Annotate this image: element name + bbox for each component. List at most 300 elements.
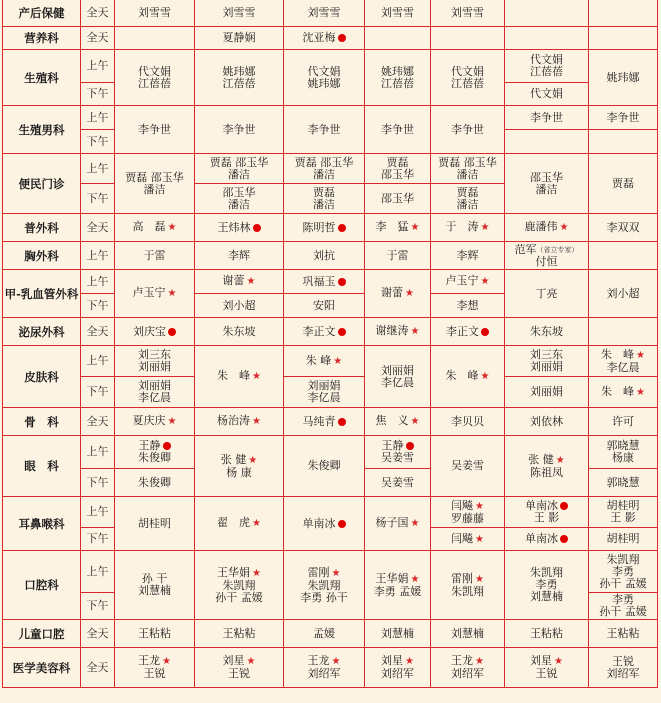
doctor-name: 李辉 xyxy=(228,248,250,262)
doctor-name: 王锐 xyxy=(612,654,634,668)
doctor-name: 潘洁 xyxy=(143,182,166,196)
doctor-cell xyxy=(284,497,365,551)
doctor-cell xyxy=(365,346,431,408)
schedule-row xyxy=(3,497,658,528)
doctor-cell xyxy=(589,214,658,242)
doctor-cell xyxy=(365,408,431,436)
doctor-cell xyxy=(115,648,195,688)
doctor-line xyxy=(116,518,193,530)
star-icon: ★ xyxy=(559,222,569,233)
doctor-cell xyxy=(589,377,658,408)
doctor-name: 李争世 xyxy=(138,122,171,136)
doctor-line xyxy=(590,362,656,374)
doctor-line xyxy=(116,184,193,196)
doctor-cell xyxy=(505,528,589,551)
doctor-name: 胡桂明 xyxy=(606,532,640,545)
doctor-cell xyxy=(505,242,589,270)
doctor-line xyxy=(506,467,587,479)
doctor-name: 付恒 xyxy=(535,254,558,268)
doctor-line xyxy=(196,199,282,211)
doctor-name: 张 健 xyxy=(220,452,247,466)
doctor-line xyxy=(432,124,503,136)
department-name: 产后保健 xyxy=(3,0,81,27)
doctor-name: 李亿晨 xyxy=(606,360,640,374)
schedule-row xyxy=(3,106,658,130)
doctor-cell xyxy=(505,214,589,242)
doctor-line xyxy=(196,592,282,604)
doctor-name: 朱俊卿 xyxy=(138,451,171,464)
doctor-line xyxy=(590,452,656,464)
doctor-cell xyxy=(195,648,284,688)
doctor-cell xyxy=(365,551,431,620)
doctor-name: 王华娟 xyxy=(217,565,251,579)
department-name: 眼 科 xyxy=(3,436,81,497)
doctor-name: 范军 xyxy=(514,242,537,256)
doctor-cell xyxy=(505,270,589,318)
doctor-name: 邵玉华 xyxy=(381,167,414,181)
doctor-cell xyxy=(431,497,505,528)
doctor-cell xyxy=(505,408,589,436)
doctor-cell xyxy=(284,154,365,184)
doctor-line xyxy=(116,124,193,136)
doctor-line xyxy=(432,628,503,640)
doctor-name: 朱 峰 xyxy=(305,353,332,367)
doctor-name: 杨子国 xyxy=(375,516,409,529)
doctor-name: 邵玉华 xyxy=(222,185,256,199)
doctor-line xyxy=(196,275,282,288)
doctor-cell xyxy=(195,270,284,294)
red-dot-icon xyxy=(338,328,346,336)
doctor-name: 翟 虎 xyxy=(217,516,251,529)
doctor-name: 孙 干 xyxy=(141,572,168,585)
star-icon: ★ xyxy=(252,371,261,382)
doctor-cell xyxy=(431,184,505,214)
doctor-line xyxy=(432,221,503,234)
doctor-cell xyxy=(195,214,284,242)
doctor-cell xyxy=(284,214,365,242)
doctor-cell xyxy=(505,377,589,408)
doctor-name: 刘雪雪 xyxy=(307,5,341,19)
doctor-line xyxy=(366,477,429,489)
doctor-name: 刘慧楠 xyxy=(451,626,484,640)
doctor-line xyxy=(506,628,587,640)
period-label: 下午 xyxy=(81,294,115,318)
doctor-line xyxy=(366,7,429,19)
doctor-line xyxy=(116,7,193,19)
doctor-name: 王粘粘 xyxy=(606,626,640,640)
red-dot-icon xyxy=(338,278,346,286)
doctor-cell xyxy=(365,318,431,346)
doctor-cell xyxy=(431,27,505,50)
doctor-cell xyxy=(431,270,505,294)
doctor-line xyxy=(285,32,363,44)
doctor-line xyxy=(116,221,193,234)
doctor-cell xyxy=(589,620,658,648)
doctor-name: 江蓓蓓 xyxy=(138,76,171,90)
doctor-name: 贾磊 邵玉华 xyxy=(125,170,184,184)
schedule-row xyxy=(3,27,658,50)
doctor-line xyxy=(285,169,363,181)
doctor-cell xyxy=(284,648,365,688)
doctor-cell xyxy=(589,528,658,551)
doctor-name: 于雷 xyxy=(386,248,409,262)
doctor-name: 刘丽娟 xyxy=(530,385,563,398)
doctor-line xyxy=(432,668,503,680)
doctor-name: 李争世 xyxy=(606,110,640,124)
doctor-cell xyxy=(195,50,284,106)
period-label: 上午 xyxy=(81,154,115,184)
doctor-name: 代文娟 xyxy=(451,64,484,78)
doctor-name: 李勇 xyxy=(535,578,558,591)
doctor-line xyxy=(366,586,429,598)
red-dot-icon xyxy=(253,224,261,232)
doctor-line xyxy=(366,628,429,640)
doctor-name: 谢蕾 xyxy=(381,286,404,299)
doctor-line xyxy=(116,477,193,489)
doctor-cell xyxy=(195,497,284,551)
doctor-name: 李勇 孙干 xyxy=(300,590,348,604)
doctor-cell xyxy=(589,106,658,130)
doctor-line xyxy=(116,326,193,338)
period-label: 上午 xyxy=(81,270,115,294)
doctor-line xyxy=(285,276,363,288)
doctor-cell xyxy=(589,551,658,593)
doctor-name: 郭晓慧 xyxy=(606,475,640,489)
doctor-line xyxy=(116,668,193,680)
doctor-line xyxy=(285,518,363,530)
doctor-cell xyxy=(284,377,365,408)
doctor-cell xyxy=(284,436,365,497)
doctor-name: 刘慧楠 xyxy=(138,584,171,597)
doctor-name: 孙干 孟媛 xyxy=(215,590,263,604)
schedule-row xyxy=(3,648,658,688)
period-label: 下午 xyxy=(81,130,115,154)
doctor-line xyxy=(590,578,656,590)
schedule-row xyxy=(3,318,658,346)
doctor-name: 王静 xyxy=(138,439,161,452)
doctor-cell xyxy=(431,294,505,318)
star-icon: ★ xyxy=(248,454,258,466)
doctor-line xyxy=(590,222,656,234)
doctor-cell xyxy=(589,436,658,469)
doctor-line xyxy=(196,326,282,338)
doctor-line xyxy=(506,591,587,603)
doctor-name: 刘三东 xyxy=(530,348,563,361)
doctor-line xyxy=(285,668,363,680)
doctor-name: 李勇 xyxy=(612,593,634,606)
doctor-line xyxy=(366,287,429,300)
doctor-line xyxy=(590,668,656,680)
doctor-name: 郭晓慧 xyxy=(606,439,640,452)
doctor-line xyxy=(506,256,587,268)
doctor-cell xyxy=(505,106,589,130)
doctor-name: 贾磊 xyxy=(456,185,479,199)
schedule-body xyxy=(3,0,658,688)
doctor-cell xyxy=(365,620,431,648)
period-label: 上午 xyxy=(81,551,115,593)
doctor-name: 姚玮娜 xyxy=(381,64,414,78)
doctor-name: 李勇 孟媛 xyxy=(373,584,422,598)
doctor-cell xyxy=(589,593,658,620)
department-name: 生殖科 xyxy=(3,50,81,106)
doctor-line xyxy=(196,668,282,680)
doctor-cell xyxy=(589,346,658,377)
doctor-name: 李亿晨 xyxy=(138,391,171,404)
period-label: 下午 xyxy=(81,83,115,106)
doctor-cell xyxy=(115,346,195,377)
doctor-name: 刘慧楠 xyxy=(381,626,414,640)
doctor-cell xyxy=(115,377,195,408)
star-icon: ★ xyxy=(480,371,490,382)
doctor-line xyxy=(366,517,429,530)
doctor-line xyxy=(590,606,656,618)
doctor-cell xyxy=(431,0,505,27)
doctor-line xyxy=(432,326,503,338)
doctor-name: 代文娟 xyxy=(530,53,563,66)
doctor-cell xyxy=(195,0,284,27)
doctor-name: 王 影 xyxy=(610,511,636,524)
doctor-cell xyxy=(431,620,505,648)
doctor-name: 姚玮娜 xyxy=(606,70,640,84)
doctor-cell xyxy=(589,648,658,688)
doctor-name: 潘洁 xyxy=(535,182,558,196)
doctor-name: 李争世 xyxy=(307,122,341,136)
schedule-row xyxy=(3,436,658,469)
doctor-name: 江蓓蓓 xyxy=(530,65,563,78)
doctor-line xyxy=(506,512,587,524)
period-label: 上午 xyxy=(81,436,115,469)
doctor-line xyxy=(432,460,503,472)
doctor-name: 杨康 xyxy=(612,451,634,464)
doctor-cell xyxy=(284,242,365,270)
doctor-line xyxy=(506,288,587,300)
department-name: 甲-乳血管外科 xyxy=(3,270,81,318)
doctor-cell xyxy=(284,346,365,377)
doctor-line xyxy=(590,178,656,190)
star-icon: ★ xyxy=(410,222,420,233)
doctor-cell xyxy=(284,294,365,318)
period-label: 上午 xyxy=(81,50,115,83)
doctor-line xyxy=(432,199,503,211)
doctor-line xyxy=(285,124,363,136)
doctor-cell xyxy=(284,408,365,436)
doctor-line xyxy=(506,386,587,398)
doctor-name: 潘洁 xyxy=(313,197,335,211)
period-label: 上午 xyxy=(81,106,115,130)
outpatient-schedule-table xyxy=(2,0,658,688)
doctor-name: 邵玉华 xyxy=(381,191,414,205)
doctor-line xyxy=(366,668,429,680)
doctor-line xyxy=(432,416,503,428)
doctor-name: 朱东坡 xyxy=(530,324,563,338)
doctor-line xyxy=(590,112,656,124)
doctor-name: 罗藤藤 xyxy=(451,511,484,525)
doctor-line xyxy=(285,326,363,338)
period-label: 全天 xyxy=(81,214,115,242)
doctor-cell xyxy=(115,318,195,346)
doctor-line xyxy=(285,460,363,472)
doctor-name: 孟媛 xyxy=(313,626,335,640)
schedule-row xyxy=(3,214,658,242)
star-icon: ★ xyxy=(410,416,420,427)
doctor-name: 孙干 孟媛 xyxy=(599,605,647,618)
doctor-line xyxy=(590,386,656,399)
period-label: 下午 xyxy=(81,593,115,620)
doctor-line xyxy=(590,477,656,489)
doctor-cell xyxy=(115,436,195,469)
doctor-cell xyxy=(195,346,284,408)
doctor-name: 李正文 xyxy=(302,324,336,338)
doctor-name: 潘洁 xyxy=(313,167,335,181)
doctor-cell xyxy=(284,0,365,27)
doctor-name: 姚玮娜 xyxy=(307,76,341,90)
doctor-name: 朱俊卿 xyxy=(138,475,171,489)
doctor-line xyxy=(196,7,282,19)
doctor-cell xyxy=(284,27,365,50)
doctor-name: 吴姜雪 xyxy=(381,475,414,489)
doctor-cell xyxy=(365,242,431,270)
doctor-name: 刘小超 xyxy=(606,286,640,300)
doctor-name: 王炜林 xyxy=(217,220,251,234)
doctor-name: 闫飚 xyxy=(451,498,474,512)
doctor-line xyxy=(506,66,587,78)
doctor-name: 卢玉宁 xyxy=(132,286,166,299)
doctor-line xyxy=(432,300,503,312)
doctor-cell xyxy=(589,318,658,346)
star-icon: ★ xyxy=(405,656,414,667)
doctor-cell xyxy=(195,408,284,436)
doctor-line xyxy=(285,592,363,604)
doctor-line xyxy=(285,222,363,234)
period-label: 下午 xyxy=(81,528,115,551)
doctor-line xyxy=(285,199,363,211)
doctor-name: 丁亮 xyxy=(535,286,558,300)
doctor-name: 潘洁 xyxy=(456,197,479,211)
doctor-cell xyxy=(505,346,589,377)
doctor-line xyxy=(432,169,503,181)
doctor-cell xyxy=(115,620,195,648)
doctor-name: 卢玉宁 xyxy=(445,274,479,287)
doctor-cell xyxy=(431,551,505,620)
doctor-cell xyxy=(284,318,365,346)
doctor-name: 朱 峰 xyxy=(445,369,479,382)
period-label: 上午 xyxy=(81,346,115,377)
department-name: 胸外科 xyxy=(3,242,81,270)
doctor-name: 朱 峰 xyxy=(601,347,635,361)
doctor-name: 刘丽娟 xyxy=(138,379,171,392)
period-label: 下午 xyxy=(81,469,115,497)
doctor-name: 潘洁 xyxy=(228,197,250,211)
doctor-name: 王锐 xyxy=(228,667,250,680)
doctor-name: 朱凯翔 xyxy=(307,578,341,592)
doctor-name: 刘星 xyxy=(222,654,245,667)
doctor-name: 贾磊 邵玉华 xyxy=(438,155,497,169)
doctor-line xyxy=(196,32,282,44)
doctor-name: 张 健 xyxy=(528,452,554,466)
doctor-line xyxy=(196,300,282,312)
star-icon: ★ xyxy=(252,567,261,579)
doctor-name: 单南冰 xyxy=(302,516,336,530)
doctor-name: 刘庆宝 xyxy=(133,324,166,338)
doctor-line xyxy=(432,250,503,262)
doctor-line xyxy=(366,415,429,428)
doctor-name: 夏庆庆 xyxy=(132,414,166,427)
doctor-cell xyxy=(115,0,195,27)
department-name: 便民门诊 xyxy=(3,154,81,214)
doctor-name: 安阳 xyxy=(313,298,335,312)
doctor-name: 朱 峰 xyxy=(217,369,251,382)
star-icon: ★ xyxy=(480,222,490,233)
doctor-line xyxy=(116,628,193,640)
schedule-row xyxy=(3,346,658,377)
doctor-cell xyxy=(589,242,658,270)
department-name: 营养科 xyxy=(3,27,81,50)
doctor-line xyxy=(116,585,193,597)
period-label: 全天 xyxy=(81,648,115,688)
doctor-line xyxy=(506,184,587,196)
doctor-cell xyxy=(365,0,431,27)
doctor-line xyxy=(506,668,587,680)
doctor-cell xyxy=(365,27,431,50)
star-icon: ★ xyxy=(480,276,490,287)
doctor-cell xyxy=(431,436,505,497)
doctor-cell xyxy=(505,50,589,83)
doctor-name: 夏静娴 xyxy=(222,31,256,44)
doctor-cell xyxy=(431,528,505,551)
doctor-line xyxy=(285,300,363,312)
doctor-line xyxy=(590,72,656,84)
doctor-cell xyxy=(115,408,195,436)
doctor-name: 刘丽娟 xyxy=(138,360,171,373)
doctor-name: 李 猛 xyxy=(375,220,409,233)
doctor-name: 朱俊卿 xyxy=(307,459,341,472)
doctor-name: 朱 峰 xyxy=(601,384,635,398)
star-icon: ★ xyxy=(167,288,177,299)
schedule-row xyxy=(3,270,658,294)
doctor-name: 刘小超 xyxy=(222,298,256,312)
doctor-line xyxy=(196,222,282,234)
doctor-name: 雷刚 xyxy=(307,565,330,579)
doctor-line xyxy=(116,361,193,373)
doctor-name: 朱凯翔 xyxy=(530,566,563,579)
doctor-name: 贾磊 xyxy=(386,155,409,169)
doctor-name: 鹿潘伟 xyxy=(524,220,558,233)
red-dot-icon xyxy=(560,535,568,543)
doctor-cell xyxy=(589,27,658,50)
doctor-cell xyxy=(115,469,195,497)
period-label: 全天 xyxy=(81,27,115,50)
schedule-row xyxy=(3,0,658,27)
doctor-line xyxy=(116,287,193,300)
doctor-cell xyxy=(505,497,589,528)
star-icon: ★ xyxy=(252,518,261,529)
doctor-cell xyxy=(505,154,589,214)
doctor-name: 马纯青 xyxy=(302,414,336,428)
schedule-row xyxy=(3,242,658,270)
doctor-name: 王 影 xyxy=(533,511,560,524)
star-icon: ★ xyxy=(331,567,341,579)
doctor-line xyxy=(590,416,656,428)
doctor-line xyxy=(506,533,587,545)
red-dot-icon xyxy=(560,502,568,510)
star-icon: ★ xyxy=(475,533,484,545)
schedule-row xyxy=(3,154,658,184)
doctor-cell xyxy=(431,154,505,184)
doctor-name: 代文娟 xyxy=(307,64,341,78)
doctor-name: 刘丽娟 xyxy=(307,379,341,392)
star-icon: ★ xyxy=(410,326,420,337)
doctor-line xyxy=(285,628,363,640)
